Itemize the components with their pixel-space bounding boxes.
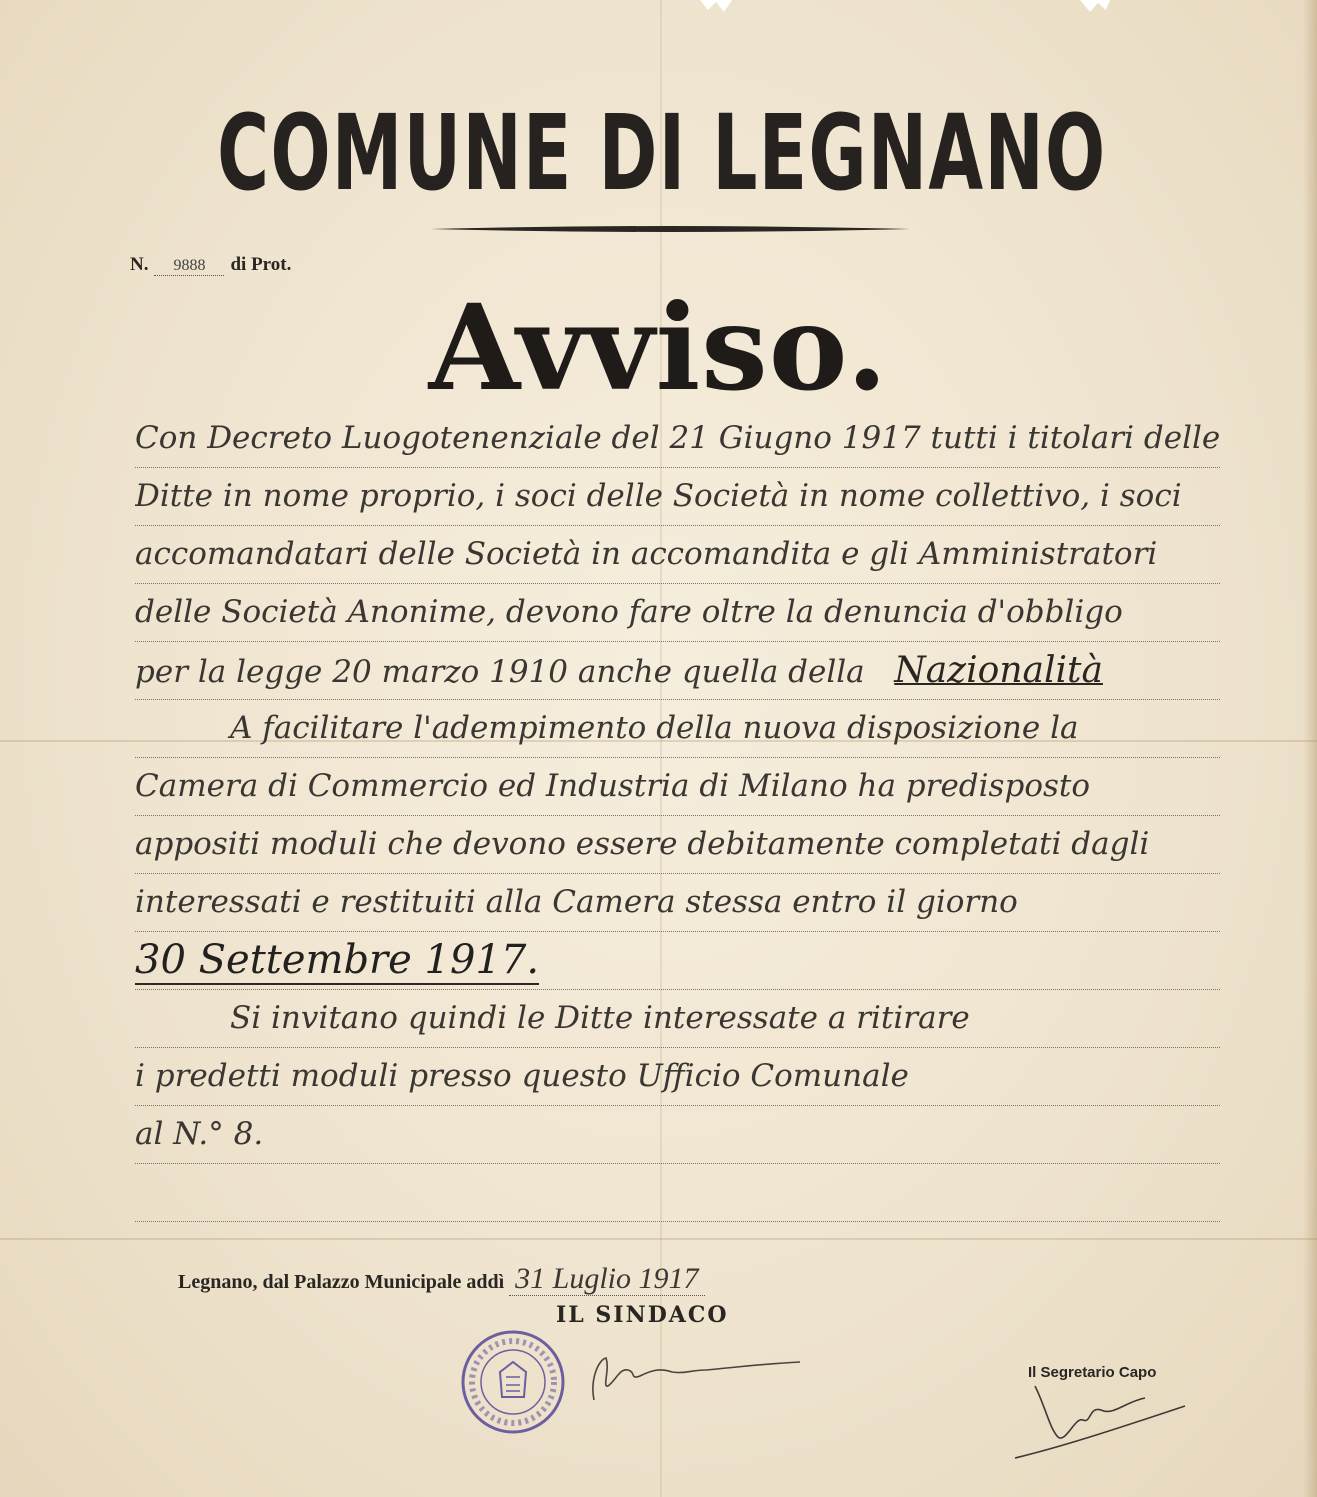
body-line-text: i predetti moduli presso questo Ufficio Comunale — [135, 1058, 909, 1094]
body-line-text: delle Società Anonime, devono fare oltre la denuncia d'obbligo — [135, 594, 1123, 630]
body-line — [135, 700, 1220, 758]
body-line — [135, 468, 1220, 526]
mayor-label: IL SINDACO — [556, 1302, 729, 1328]
body-line — [135, 526, 1220, 584]
body-line — [135, 816, 1220, 874]
body-line-text: Si invitano quindi le Ditte interessate a ritirare — [230, 1000, 970, 1036]
body-line-text: accomandatari delle Società in accomandita e gli Amministratori — [135, 536, 1158, 572]
place-date-line — [178, 1262, 705, 1296]
body-line — [135, 642, 1220, 700]
body-line — [135, 1106, 1220, 1164]
body-line-text: per la legge 20 marzo 1910 anche quella della — [135, 654, 865, 690]
handwritten-date: 31 Luglio 1917 — [509, 1262, 704, 1296]
protocol-line — [130, 254, 291, 276]
paper-nick-icon — [1080, 0, 1110, 14]
body-line — [135, 584, 1220, 642]
body-line-text: Camera di Commercio ed Industria di Milano ha predisposto — [135, 768, 1091, 804]
deadline-line — [135, 932, 1220, 990]
body-line-text: A facilitare l'adempimento della nuova disposizione la — [230, 710, 1079, 746]
body-line-text: al N.° 8. — [135, 1116, 264, 1152]
notice-body — [135, 410, 1220, 1222]
nazionalita-word: Nazionalità — [894, 650, 1103, 691]
mayor-signature-icon — [580, 1340, 810, 1410]
municipality-title: COMUNE DI LEGNANO — [217, 92, 1107, 214]
title-ornament-rule — [430, 224, 910, 234]
body-line — [135, 1048, 1220, 1106]
secretary-label: Il Segretario Capo — [1028, 1364, 1157, 1381]
secretary-signature-icon — [1005, 1376, 1195, 1466]
paper-fold-horizontal — [0, 1238, 1317, 1240]
body-line-blank — [135, 1164, 1220, 1222]
municipal-seal-icon — [458, 1327, 568, 1437]
paper-edge-stain — [1303, 0, 1317, 1497]
paper-nick-icon — [700, 0, 740, 14]
deadline-text: 30 Settembre 1917. — [135, 937, 540, 983]
notice-title: Avviso. — [428, 278, 889, 417]
body-line-text: Ditte in nome proprio, i soci delle Società in nome collettivo, i soci — [135, 478, 1182, 514]
protocol-prefix: N. — [130, 254, 149, 275]
body-line — [135, 874, 1220, 932]
body-line — [135, 758, 1220, 816]
body-line — [135, 410, 1220, 468]
protocol-number: 9888 — [154, 257, 224, 276]
date-prefix: Legnano, dal Palazzo Municipale addì — [178, 1271, 505, 1293]
protocol-suffix: di Prot. — [230, 254, 292, 275]
body-line — [135, 990, 1220, 1048]
body-line-text: appositi moduli che devono essere debitamente completati dagli — [135, 826, 1150, 862]
body-line-text: Con Decreto Luogotenenziale del 21 Giugno 1917 tutti i titolari delle — [135, 420, 1220, 456]
body-line-text: interessati e restituiti alla Camera stessa entro il giorno — [135, 884, 1018, 920]
